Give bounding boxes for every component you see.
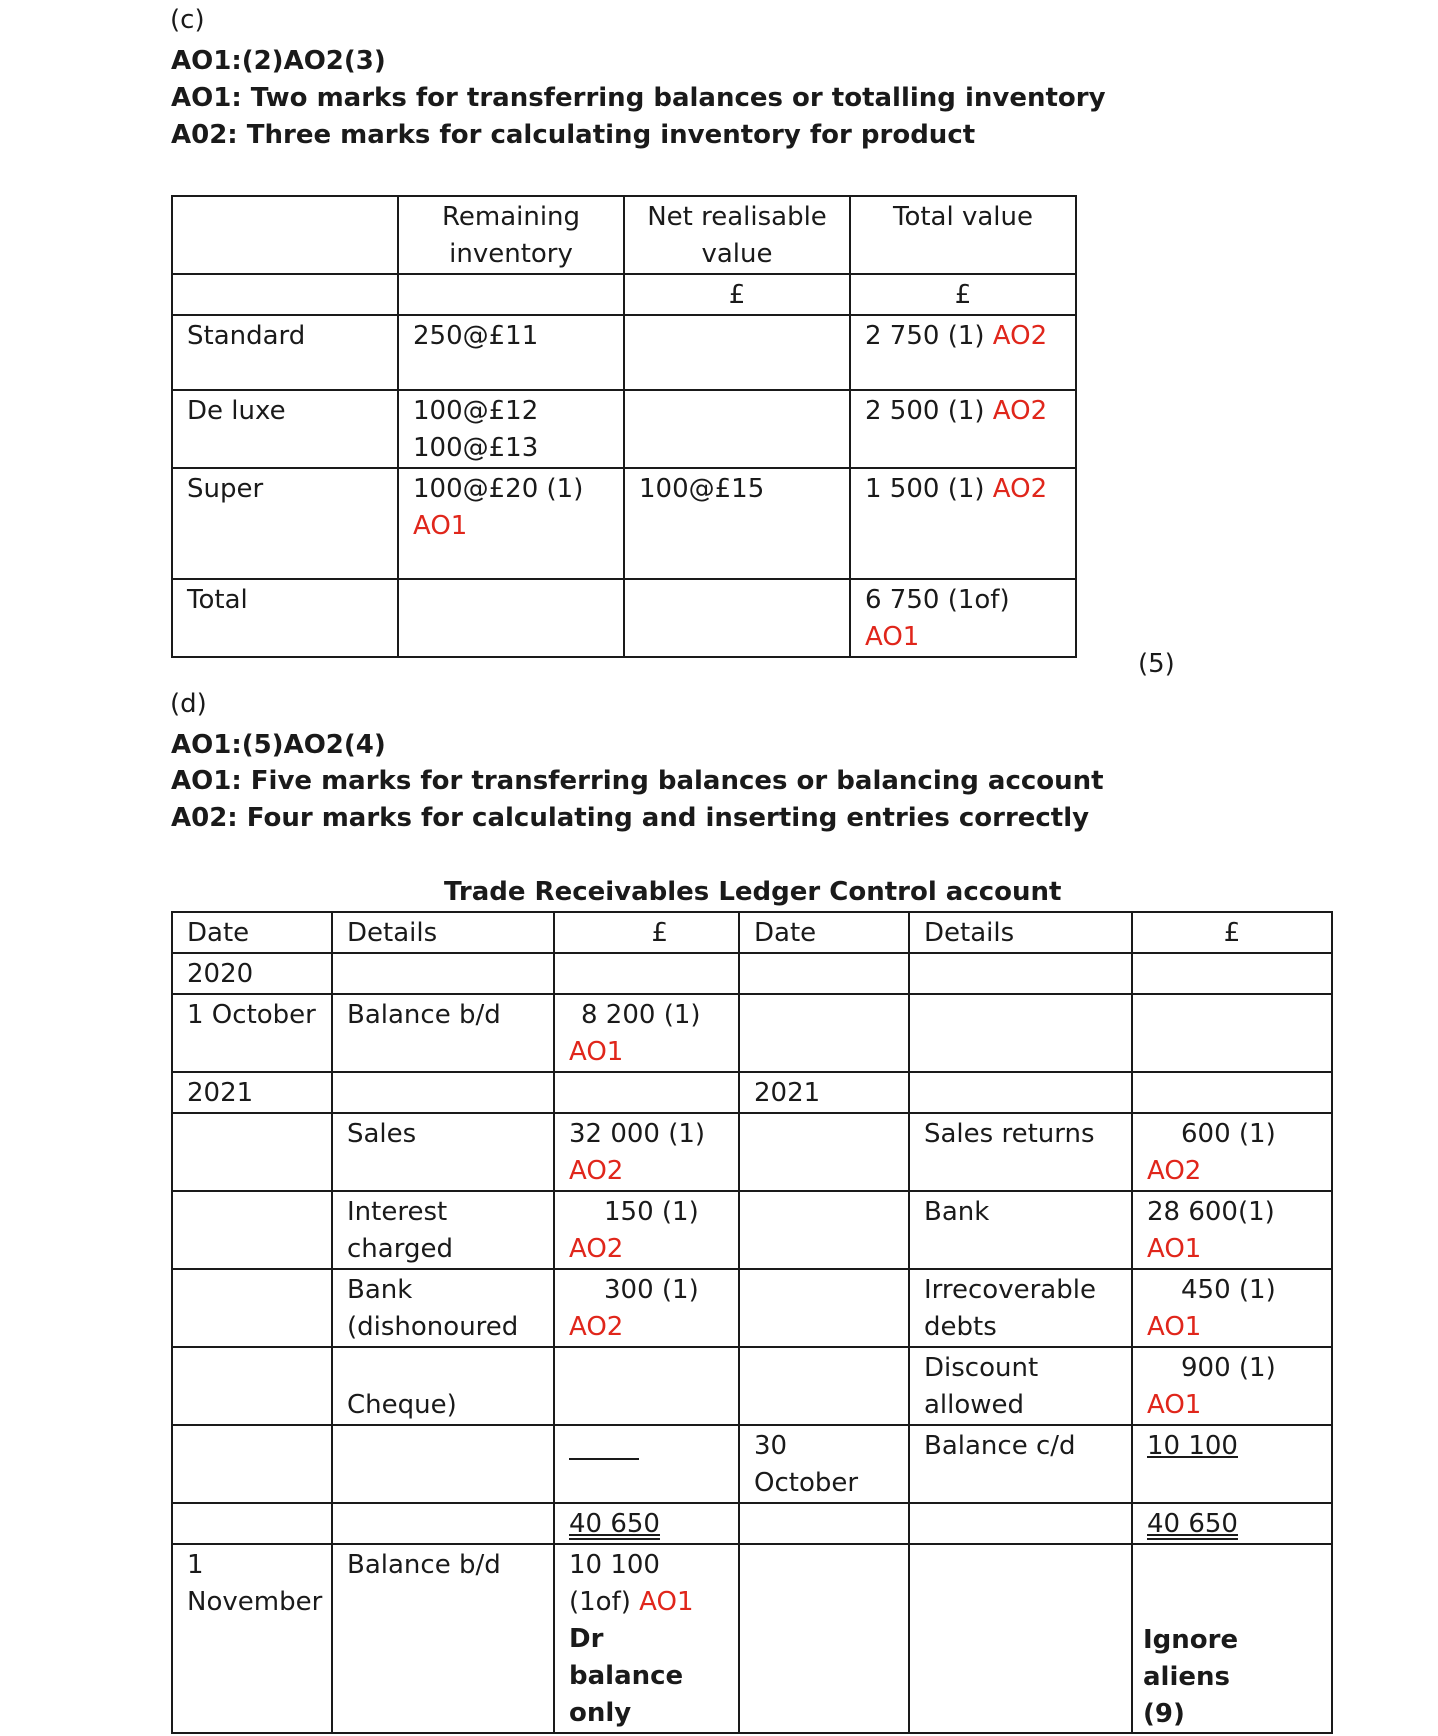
remaining-inventory (398, 579, 624, 657)
currency-cell: £ (624, 274, 850, 315)
table-row (172, 468, 1076, 579)
details-cell: Balance b/d (332, 1544, 554, 1733)
date-line: 1 (187, 1550, 204, 1580)
remaining-inventory (398, 468, 624, 579)
date-line: November (187, 1587, 323, 1617)
details-cell: Bank (909, 1191, 1132, 1269)
ledger-table (171, 911, 1333, 1734)
amount-value: 150 (1) (604, 1197, 699, 1227)
header-cell: Net realisable value (624, 196, 850, 274)
part-d-ao2-desc: A02: Four marks for calculating and inserting entries correctly (171, 803, 1090, 833)
product-name: Standard (172, 315, 398, 390)
balance-note: balance (569, 1661, 684, 1691)
part-d-ao1-desc: AO1: Five marks for transferring balances or balancing account (171, 766, 1104, 796)
ao-tag: AO2 (1147, 1156, 1202, 1186)
ao-tag: AO1 (569, 1037, 624, 1067)
amount-value: 28 600(1) (1147, 1197, 1275, 1227)
date-cell: 2020 (172, 953, 332, 994)
remaining-inventory: 250@£11 (398, 315, 624, 390)
total-cell (850, 390, 1076, 468)
header-cell: Remaining inventory (398, 196, 624, 274)
amount-cell (1132, 1503, 1332, 1544)
date-cell: 2021 (172, 1072, 332, 1113)
details-line: debts (924, 1312, 997, 1342)
table-row (172, 1269, 1332, 1347)
total-cell (850, 579, 1076, 657)
part-c-label: (c) (170, 5, 205, 35)
details-cell: Balance c/d (909, 1425, 1132, 1503)
balance-note: Dr (569, 1624, 604, 1654)
header-cell: Date (739, 912, 909, 953)
table-row (172, 1425, 1332, 1503)
details-cell: Balance b/d (332, 994, 554, 1072)
amount-value: 32 000 (1) (569, 1119, 706, 1149)
details-line: Irrecoverable (924, 1275, 1096, 1305)
table-row (172, 1191, 1332, 1269)
remaining-inventory (398, 390, 624, 468)
amount-value: 600 (1) (1181, 1119, 1276, 1149)
date-cell: 2021 (739, 1072, 909, 1113)
amount-cell (554, 994, 739, 1072)
ao-tag: AO2 (569, 1234, 624, 1264)
details-cell (909, 1269, 1132, 1347)
amount-cell (554, 1425, 739, 1503)
table-row (172, 994, 1332, 1072)
header-cell: Details (332, 912, 554, 953)
amount-note: (1of) (569, 1587, 631, 1617)
details-cell (332, 1191, 554, 1269)
total-value: 2 500 (1) (865, 396, 985, 426)
ao-tag: AO1 (639, 1587, 694, 1617)
ignore-note: aliens (1143, 1662, 1230, 1692)
part-d-ao-summary: AO1:(5)AO2(4) (171, 730, 386, 760)
ao-tag: AO1 (413, 511, 468, 541)
balance-note: only (569, 1698, 632, 1728)
date-cell: 30 October (739, 1425, 909, 1503)
amount-value: 900 (1) (1181, 1353, 1276, 1383)
amount-cell (1132, 1269, 1332, 1347)
amount-value: 8 200 (1) (581, 1000, 701, 1030)
part-c-ao-summary: AO1:(2)AO2(3) (171, 46, 386, 76)
details-line: allowed (924, 1390, 1025, 1420)
date-cell: 1 October (172, 994, 332, 1072)
currency-cell (172, 274, 398, 315)
ao-tag: AO1 (1147, 1390, 1202, 1420)
amount-value: 10 100 (1147, 1431, 1238, 1461)
amount-value: 300 (1) (604, 1275, 699, 1305)
total-value: 6 750 (1of) (865, 585, 1010, 615)
date-cell (172, 1544, 332, 1733)
nrv-cell (624, 579, 850, 657)
table-row (172, 274, 1076, 315)
table-row (172, 315, 1076, 390)
amount-cell (1132, 1191, 1332, 1269)
amount-cell (1132, 1425, 1332, 1503)
nrv-cell (624, 390, 850, 468)
remaining-line: 100@£12 (413, 396, 539, 426)
amount-cell (554, 1269, 739, 1347)
part-c-marks: (5) (1138, 649, 1175, 679)
table-row (172, 1347, 1332, 1425)
ao-tag: AO2 (992, 321, 1048, 351)
table-row (172, 1072, 1332, 1113)
product-name: De luxe (172, 390, 398, 468)
product-name: Total (172, 579, 398, 657)
table-row (172, 196, 1076, 274)
total-cell (850, 468, 1076, 579)
ao-tag: AO2 (569, 1312, 624, 1342)
debit-total: 40 650 (569, 1509, 660, 1539)
amount-cell (554, 1503, 739, 1544)
header-cell: Date (172, 912, 332, 953)
details-line: Bank (347, 1275, 413, 1305)
amount-cell (1132, 1347, 1332, 1425)
amount-cell (554, 1191, 739, 1269)
ao-tag: AO1 (1147, 1312, 1202, 1342)
amount-value: 10 100 (569, 1550, 660, 1580)
product-name: Super (172, 468, 398, 579)
details-cell: Sales returns (909, 1113, 1132, 1191)
amount-value: 450 (1) (1181, 1275, 1276, 1305)
details-cell (332, 1269, 554, 1347)
ao-tag: AO2 (992, 474, 1048, 504)
details-line: Cheque) (347, 1390, 457, 1420)
total-value: 2 750 (1) (865, 321, 985, 351)
ledger-title: Trade Receivables Ledger Control account (444, 877, 1062, 907)
details-line: charged (347, 1234, 453, 1264)
total-cell (850, 315, 1076, 390)
ao-tag: AO2 (992, 396, 1048, 426)
amount-cell (554, 1544, 739, 1733)
header-cell: £ (554, 912, 739, 953)
table-row (172, 390, 1076, 468)
part-d-marks: (9) (1143, 1699, 1185, 1729)
details-line: Interest (347, 1197, 448, 1227)
nrv-cell (624, 315, 850, 390)
ao-tag: AO1 (865, 622, 920, 652)
ao-tag: AO2 (569, 1156, 624, 1186)
header-cell: £ (1132, 912, 1332, 953)
header-cell (172, 196, 398, 274)
total-value: 1 500 (1) (865, 474, 985, 504)
subtotal-rule (569, 1428, 639, 1460)
header-cell: Details (909, 912, 1132, 953)
part-d-label: (d) (170, 689, 207, 719)
ao-tag: AO1 (1147, 1234, 1202, 1264)
amount-cell (1132, 1113, 1332, 1191)
remaining-line: 100@£20 (1) (413, 474, 584, 504)
details-cell (332, 1347, 554, 1425)
table-row (172, 953, 1332, 994)
details-line: (dishonoured (347, 1312, 519, 1342)
details-cell: Sales (332, 1113, 554, 1191)
inventory-table (171, 195, 1077, 658)
table-row (172, 912, 1332, 953)
currency-cell: £ (850, 274, 1076, 315)
remaining-line: 100@£13 (413, 433, 539, 463)
table-row (172, 1113, 1332, 1191)
details-cell (909, 1347, 1132, 1425)
part-c-ao1-desc: AO1: Two marks for transferring balances or totalling inventory (171, 83, 1106, 113)
credit-total: 40 650 (1147, 1509, 1238, 1539)
details-line: Discount (924, 1353, 1039, 1383)
header-cell: Total value (850, 196, 1076, 274)
table-row (172, 579, 1076, 657)
part-c-ao2-desc: A02: Three marks for calculating inventory for product (171, 120, 976, 150)
nrv-cell: 100@£15 (624, 468, 850, 579)
amount-cell (554, 1113, 739, 1191)
table-row (172, 1503, 1332, 1544)
currency-cell (398, 274, 624, 315)
ignore-note: Ignore (1143, 1625, 1239, 1655)
